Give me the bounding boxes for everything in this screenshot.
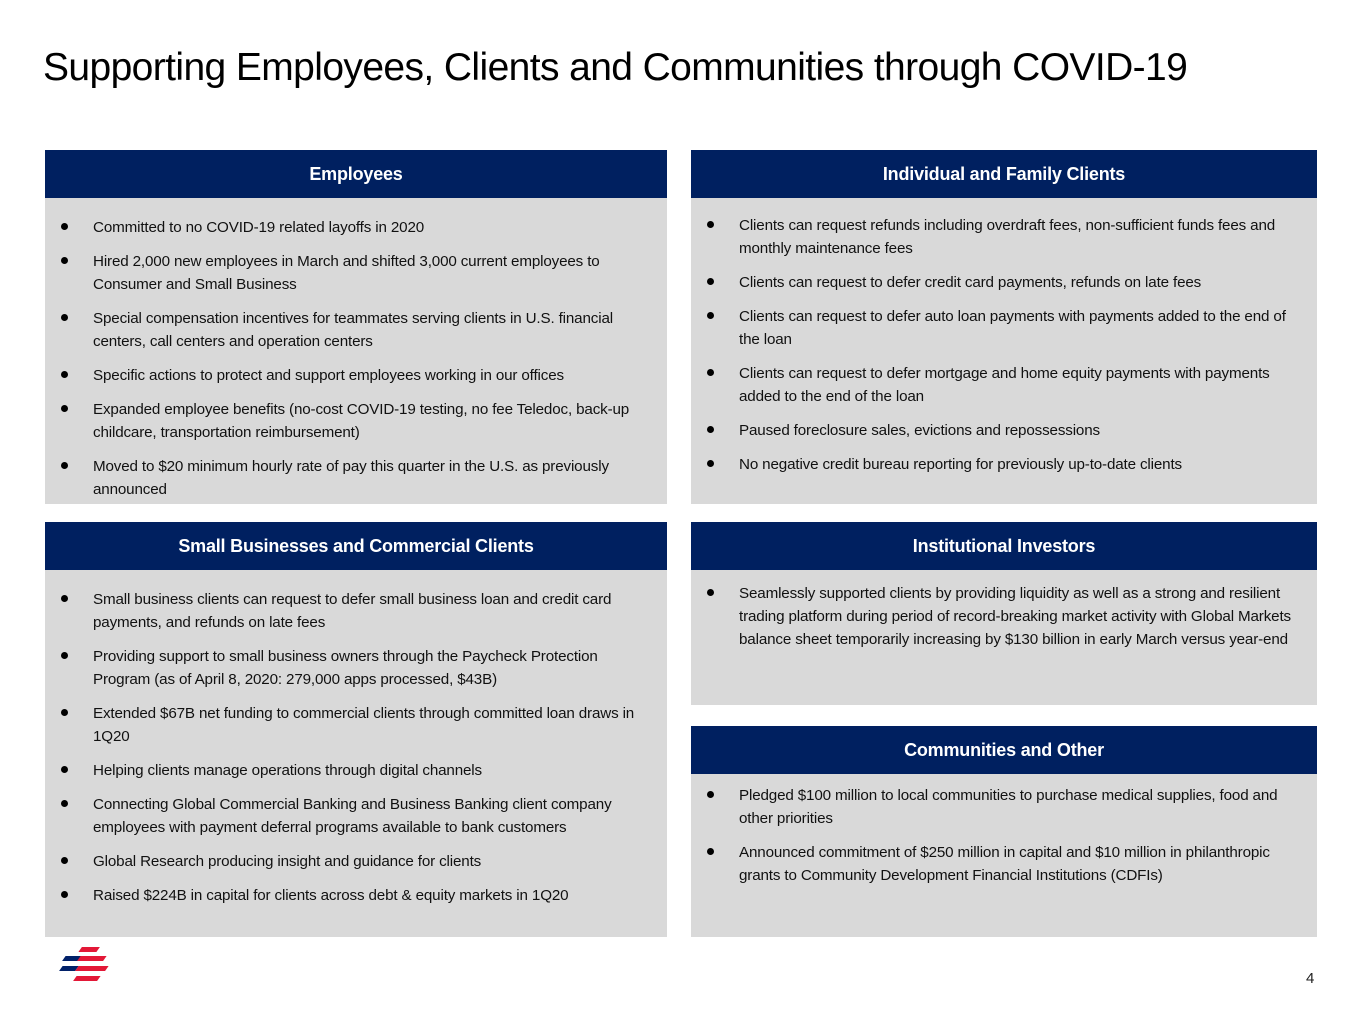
bullet-item (703, 784, 1307, 830)
bullet-icon (61, 709, 68, 716)
bullet-list (703, 784, 1307, 887)
bullet-text: Committed to no COVID-19 related layoffs in 2020 (93, 219, 425, 236)
bullet-text: Raised $224B in capital for clients across debt & equity markets in 1Q20 (93, 887, 569, 904)
bullet-item (703, 214, 1307, 260)
bullet-item (703, 582, 1307, 651)
bullet-icon (707, 369, 714, 376)
bullet-text: Providing support to small business owners through the Paycheck Protection Program (as of April 8, 2020: 279,000 apps processed, $43B) (93, 648, 598, 688)
panel-header: Communities and Other (691, 726, 1317, 774)
panel-small-businesses (45, 522, 667, 937)
bullet-text: Clients can request to defer mortgage and home equity payments with payments added to the end of the loan (739, 365, 1270, 405)
bullet-text: Hired 2,000 new employees in March and shifted 3,000 current employees to Consumer and Small Business (93, 253, 600, 293)
bullet-item (703, 453, 1307, 476)
bullet-item (57, 250, 657, 296)
bullet-list (703, 214, 1307, 476)
bullet-text: No negative credit bureau reporting for previously up-to-date clients (739, 456, 1182, 473)
bullet-icon (707, 589, 714, 596)
panel-header: Employees (45, 150, 667, 198)
bullet-list (57, 216, 657, 501)
bullet-icon (61, 405, 68, 412)
bullet-text: Small business clients can request to defer small business loan and credit card payments, and refunds on late fees (93, 591, 612, 631)
bullet-item (57, 398, 657, 444)
bullet-icon (61, 891, 68, 898)
bullet-list (57, 588, 657, 907)
bullet-item (703, 419, 1307, 442)
bullet-icon (707, 278, 714, 285)
panel-header: Small Businesses and Commercial Clients (45, 522, 667, 570)
bullet-icon (707, 221, 714, 228)
panel-employees (45, 150, 667, 504)
bullet-text: Announced commitment of $250 million in capital and $10 million in philanthropic grants to Community Development Financial Institutions (CDFIs) (739, 844, 1270, 884)
bullet-icon (707, 848, 714, 855)
bullet-icon (707, 426, 714, 433)
bullet-icon (707, 791, 714, 798)
bullet-icon (61, 257, 68, 264)
bullet-item (57, 307, 657, 353)
bullet-item (57, 884, 657, 907)
bullet-icon (61, 652, 68, 659)
bullet-icon (61, 223, 68, 230)
bullet-item (57, 455, 657, 501)
bullet-text: Clients can request to defer auto loan payments with payments added to the end of the loan (739, 308, 1286, 348)
bullet-icon (61, 595, 68, 602)
bullet-item (57, 759, 657, 782)
bullet-item (703, 362, 1307, 408)
bullet-text: Extended $67B net funding to commercial clients through committed loan draws in 1Q20 (93, 705, 635, 745)
bullet-item (57, 216, 657, 239)
bullet-icon (61, 371, 68, 378)
bullet-icon (707, 460, 714, 467)
bullet-item (57, 850, 657, 873)
bullet-icon (707, 312, 714, 319)
bullet-icon (61, 462, 68, 469)
panel-communities-and-other (691, 726, 1317, 937)
panel-institutional-investors (691, 522, 1317, 705)
bullet-item (703, 271, 1307, 294)
bullet-item (703, 841, 1307, 887)
bullet-item (57, 588, 657, 634)
bullet-icon (61, 314, 68, 321)
panel-individual-family-clients (691, 150, 1317, 504)
bullet-text: Specific actions to protect and support employees working in our offices (93, 367, 564, 384)
panel-header: Individual and Family Clients (691, 150, 1317, 198)
bullet-text: Clients can request refunds including overdraft fees, non-sufficient funds fees and monthly maintenance fees (739, 217, 1276, 257)
bullet-text: Expanded employee benefits (no-cost COVID-19 testing, no fee Teledoc, back-up childcare, transportation reimbursement) (93, 401, 630, 441)
panel-header: Institutional Investors (691, 522, 1317, 570)
bullet-list (703, 582, 1307, 651)
bullet-text: Paused foreclosure sales, evictions and repossessions (739, 422, 1100, 439)
bullet-text: Global Research producing insight and guidance for clients (93, 853, 482, 870)
bullet-icon (61, 766, 68, 773)
bullet-text: Seamlessly supported clients by providing liquidity as well as a strong and resilient trading platform during period of record-breaking market activity with Global Markets balance sheet temporarily increasing by $130 billion in early March versus year-end (739, 585, 1291, 648)
bullet-text: Clients can request to defer credit card payments, refunds on late fees (739, 274, 1202, 291)
page-number: 4 (1306, 970, 1315, 987)
bullet-item (57, 702, 657, 748)
bullet-text: Connecting Global Commercial Banking and Business Banking client company employees with payment deferral programs available to bank customers (93, 796, 612, 836)
bullet-text: Pledged $100 million to local communities to purchase medical supplies, food and other priorities (739, 787, 1278, 827)
bullet-icon (61, 800, 68, 807)
page-title: Supporting Employees, Clients and Communities through COVID-19 (43, 46, 1188, 89)
bullet-item (57, 645, 657, 691)
bullet-item (57, 793, 657, 839)
bullet-item (703, 305, 1307, 351)
bullet-item (57, 364, 657, 387)
bullet-icon (61, 857, 68, 864)
flagscape-logo-icon (44, 944, 138, 996)
bullet-text: Moved to $20 minimum hourly rate of pay this quarter in the U.S. as previously announced (93, 458, 609, 498)
bullet-text: Special compensation incentives for teammates serving clients in U.S. financial centers, call centers and operation centers (93, 310, 613, 350)
bullet-text: Helping clients manage operations through digital channels (93, 762, 482, 779)
